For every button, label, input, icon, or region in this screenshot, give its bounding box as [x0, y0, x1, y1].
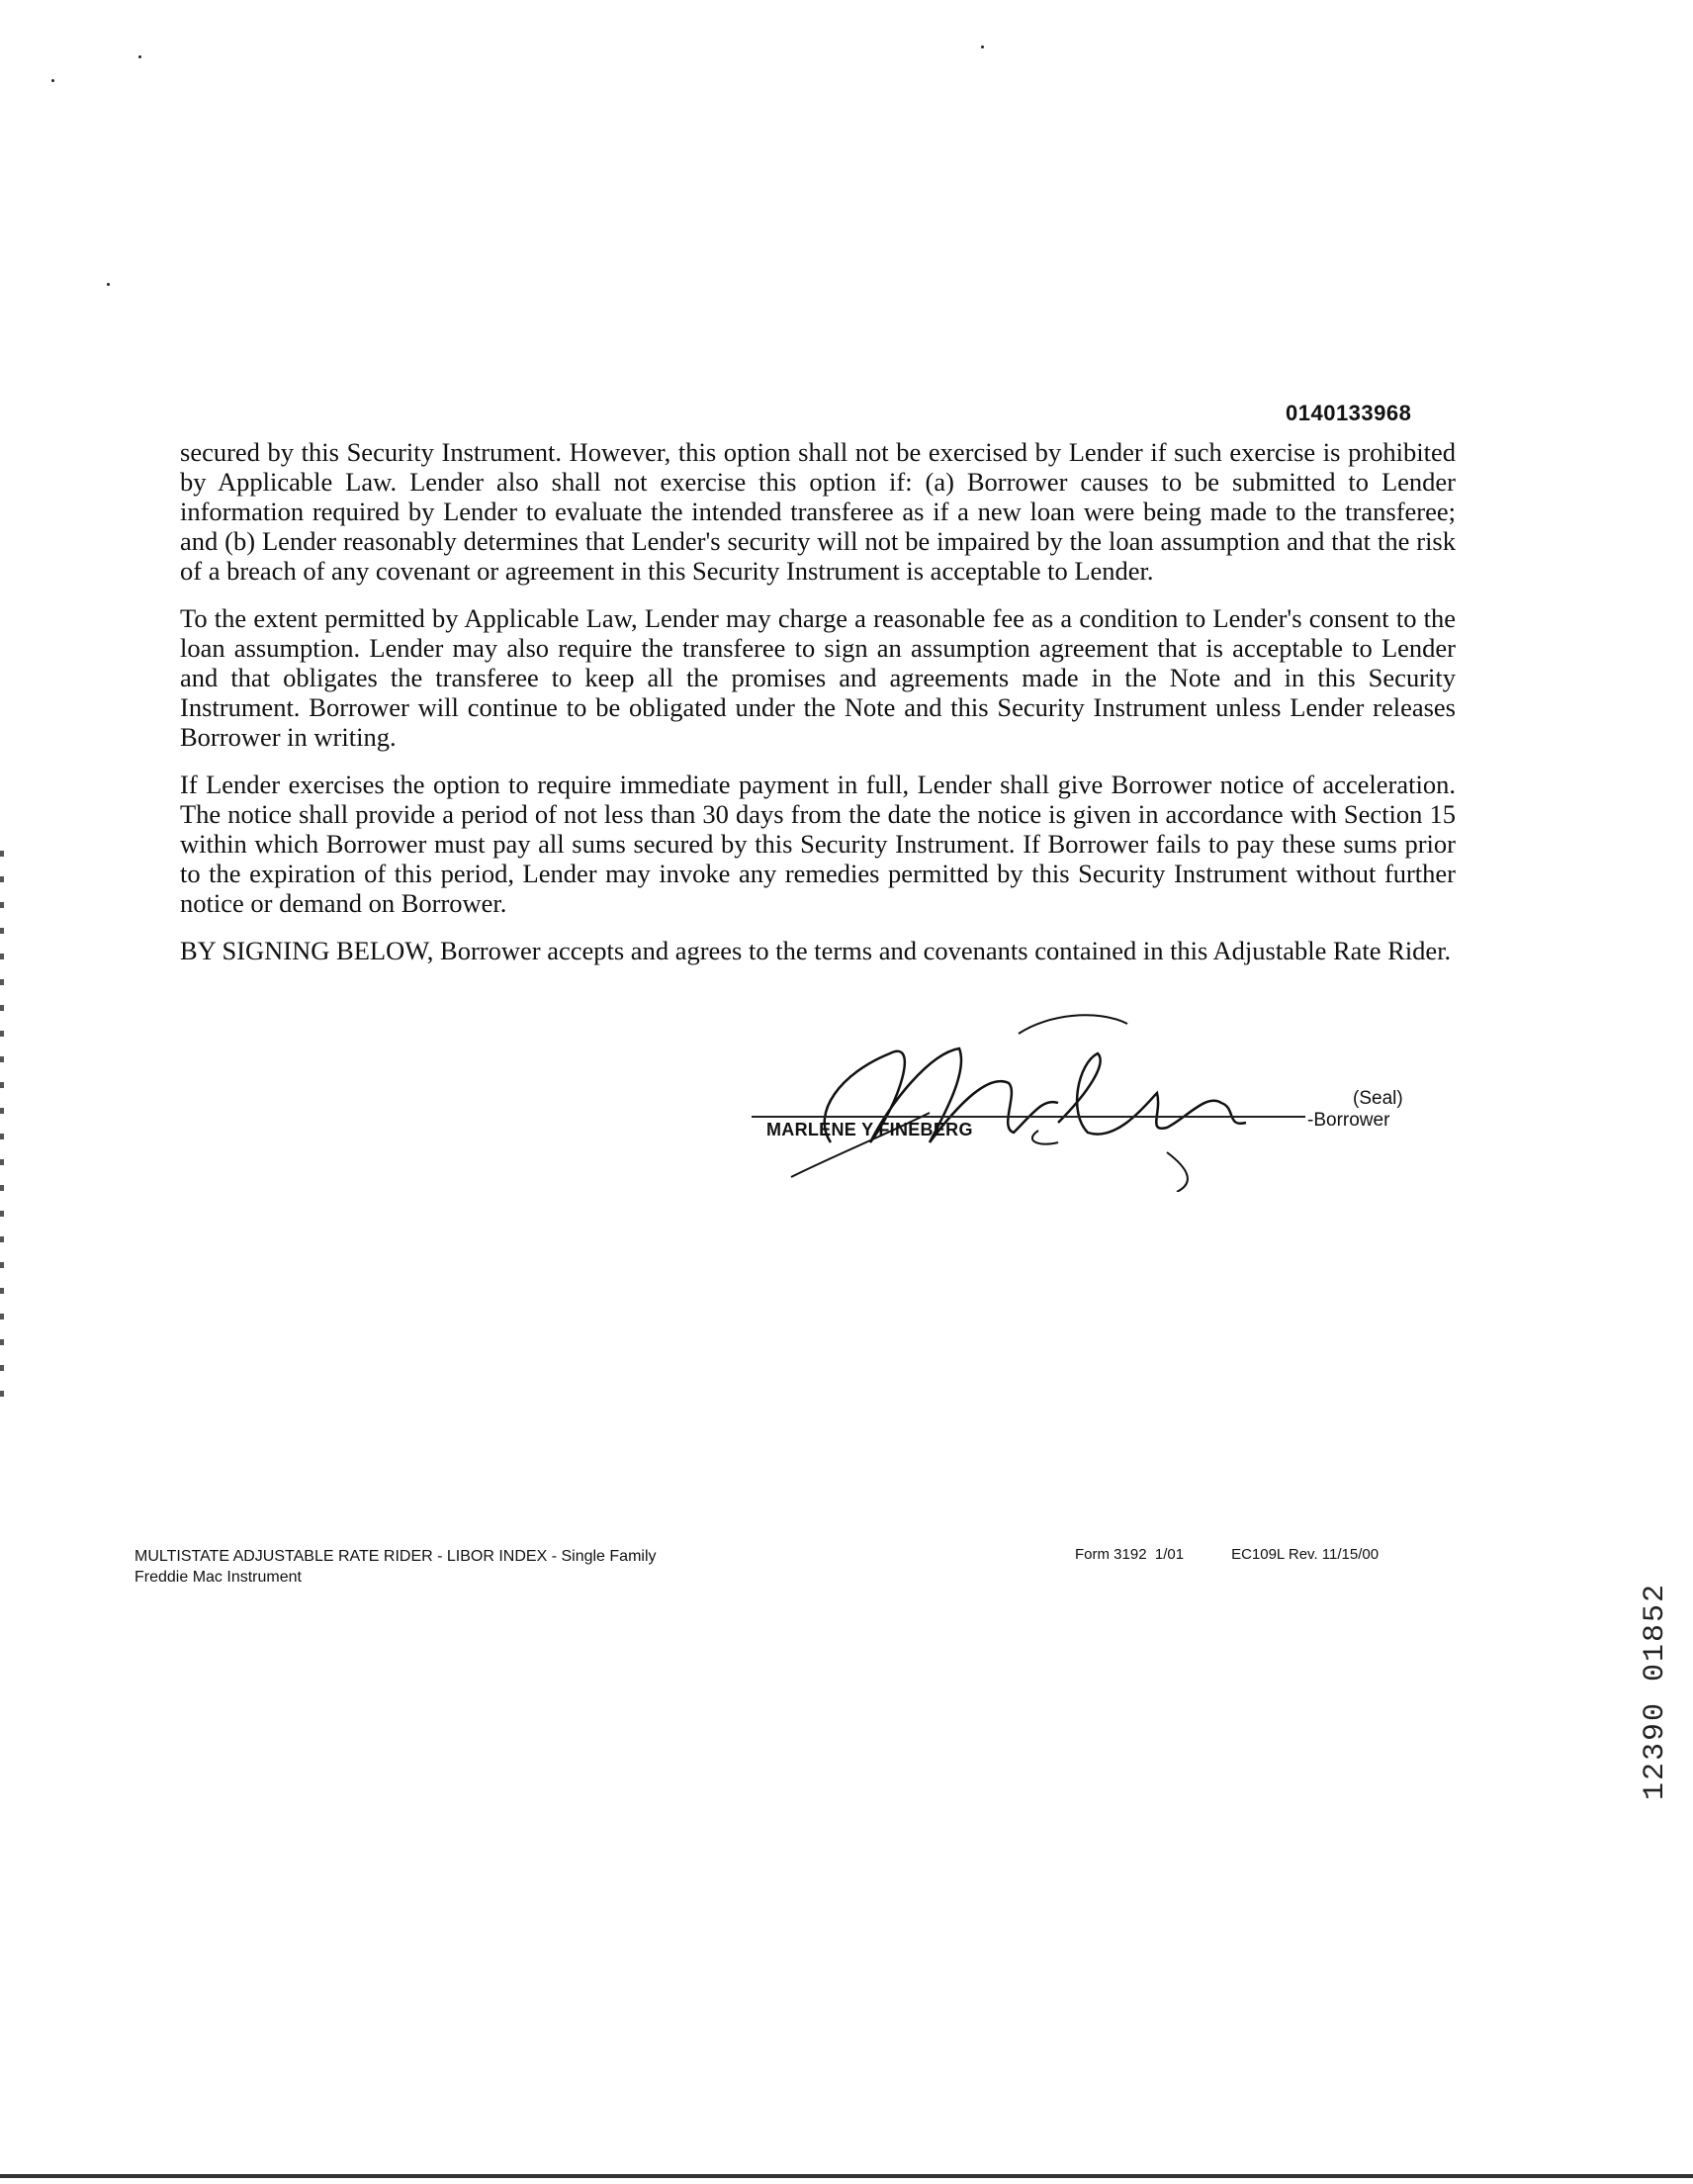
bates-number: 12390 01852 — [1639, 1583, 1672, 1801]
scan-speck — [981, 46, 984, 48]
scan-bottom-edge — [0, 2174, 1693, 2178]
scan-speck — [51, 79, 54, 82]
paragraph-acceleration-notice: If Lender exercises the option to require immediate payment in full, Lender shall give Borrower notice of acceleration. The notice shall provide a period of not less than 30 days from the date the notice is given in accordance with Section 15 within which Borrower must pay all sums secured by this Security Instrument. If Borrower fails to pay these sums prior to the expiration of this period, Lender may invoke any remedies permitted by this Security Instrument without further notice or demand on Borrower. — [180, 770, 1456, 918]
paragraph-signing-statement: BY SIGNING BELOW, Borrower accepts and agrees to the terms and covenants contained in this Adjustable Rate Rider. — [180, 936, 1452, 965]
form-revision: EC109L Rev. 11/15/00 — [1231, 1546, 1380, 1563]
seal-label: (Seal) — [1353, 1088, 1403, 1109]
paragraph-assumption-fee: To the extent permitted by Applicable Law, Lender may charge a reasonable fee as a condition to Lender's consent to the loan assumption. Lender may also require the transferee to sign an assumption agreement that is acceptable to Lender and that obligates the transferee to keep all the promises and agreements made in the Note and in this Security Instrument. Borrower will continue to be obligated under the Note and this Security Instrument unless Lender releases Borrower in writing. — [180, 603, 1456, 752]
handwritten-signature — [771, 994, 1286, 1192]
footer-form-info — [1075, 1546, 1379, 1563]
scan-speck — [107, 283, 110, 286]
borrower-role-label: -Borrower — [1307, 1110, 1390, 1131]
borrower-name: MARLENE Y FINEBERG — [766, 1120, 973, 1139]
footer-form-title — [134, 1546, 657, 1588]
loan-number: 0140133968 — [1286, 401, 1412, 425]
scan-edge-marks — [0, 851, 4, 1405]
form-number: Form 3192 1/01 — [1075, 1546, 1185, 1563]
paragraph-loan-assumption: secured by this Security Instrument. However, this option shall not be exercised by Lender if such exercise is prohibited by Applicable Law. Lender also shall not exercise this option if: (a) Borrower causes to be submitted to Lender information required by Lender to evaluate the intended transferee as if a new loan were being made to the transferee; and (b) Lender reasonably determines that Lender's security will not be impaired by the loan assumption and that the risk of a breach of any covenant or agreement in this Security Instrument is acceptable to Lender. — [180, 437, 1456, 586]
scan-speck — [138, 55, 141, 58]
footer-subtitle: Freddie Mac Instrument — [134, 1569, 302, 1586]
footer-title: MULTISTATE ADJUSTABLE RATE RIDER - LIBOR INDEX - Single Family — [134, 1548, 657, 1565]
signature-line — [752, 1116, 1305, 1118]
rider-body — [180, 437, 1456, 983]
signature-block — [752, 1068, 1444, 1197]
